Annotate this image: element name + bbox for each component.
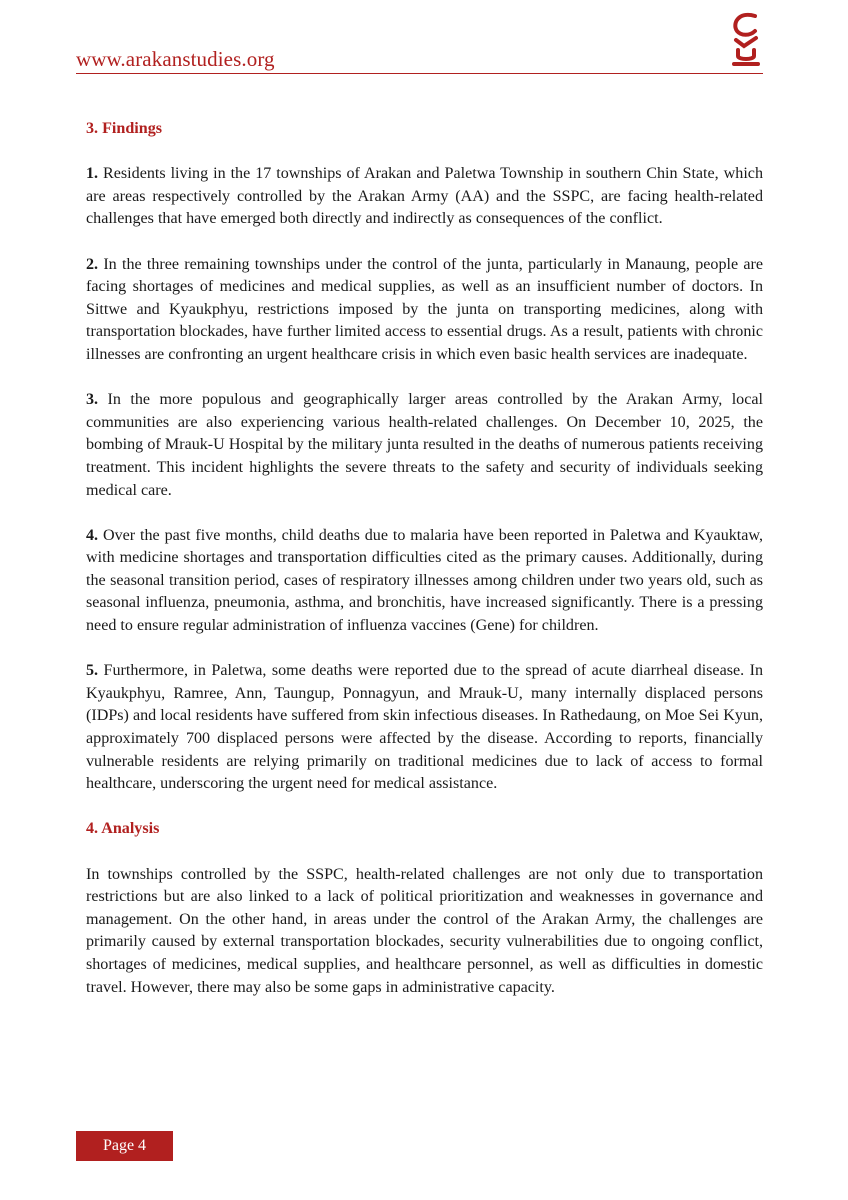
finding-text: Residents living in the 17 townships of Arakan and Paletwa Township in southern Chin State, which are areas respectively controlled by the Arakan Army (AA) and the SSPC, are facing health-related challenges that have emerged both directly and indirectly as consequences of the conflict. [86, 165, 763, 228]
header-divider [76, 73, 763, 74]
finding-number: 5. [86, 662, 99, 680]
page-content [86, 118, 763, 1022]
finding-text: In the more populous and geographically larger areas controlled by the Arakan Army, local communities are also experiencing various health-related challenges. On December 10, 2025, the bombing of Mrauk-U Hospital by the military junta resulted in the deaths of numerous patients receiving treatment. This incident highlights the severe threats to the safety and security of individuals seeking medical care. [86, 391, 763, 499]
finding-number: 1. [86, 165, 99, 183]
header-url[interactable]: www.arakanstudies.org [76, 47, 275, 71]
finding-paragraph-4 [86, 525, 763, 638]
analysis-paragraph: In townships controlled by the SSPC, health-related challenges are not only due to transportation restrictions but are also linked to a lack of political prioritization and weaknesses in governance and management. On the other hand, in areas under the control of the Arakan Army, the challenges are primarily caused by external transportation blockades, security vulnerabilities due to ongoing conflict, shortages of medicines, medical supplies, and healthcare personnel, as well as difficulties in domestic travel. However, there may also be some gaps in administrative capacity. [86, 865, 763, 996]
finding-paragraph-2 [86, 254, 763, 367]
finding-text: In the three remaining townships under the control of the junta, particularly in Manaung, people are facing shortages of medicines and medical supplies, as well as an insufficient number of doctors. In Sittwe and Kyaukphyu, restrictions imposed by the junta on transporting medicines, along with transportation blockades, have further limited access to essential drugs. As a result, patients with chronic illnesses are confronting an urgent healthcare crisis in which even basic health services are inadequate. [86, 255, 763, 363]
arakan-studies-logo-icon [728, 10, 764, 68]
finding-paragraph-3 [86, 389, 763, 502]
page-number-badge: Page 4 [76, 1131, 173, 1161]
analysis-heading: 4. Analysis [86, 820, 160, 838]
finding-text: Over the past five months, child deaths due to malaria have been reported in Paletwa and Kyauktaw, with medicine shortages and transportation difficulties cited as the primary causes. Additionally, during the seasonal transition period, cases of respiratory illnesses among children under two years old, such as seasonal influenza, pneumonia, asthma, and bronchitis, have increased significantly. There is a pressing need to ensure regular administration of influenza vaccines (Gene) for children. [86, 526, 763, 635]
finding-paragraph-1 [86, 163, 763, 231]
findings-heading: 3. Findings [86, 120, 163, 137]
finding-number: 2. [86, 255, 99, 273]
finding-paragraph-5 [86, 660, 763, 796]
finding-number: 4. [86, 526, 99, 544]
finding-text: Furthermore, in Paletwa, some deaths were reported due to the spread of acute diarrheal disease. In Kyaukphyu, Ramree, Ann, Taungup, Ponnagyun, and Mrauk-U, many internally displaced persons (IDPs) and local residents have suffered from skin infectious diseases. In Rathedaung, on Moe Sei Kyun, approximately 700 displaced persons were affected by the disease. According to reports, financially vulnerable residents are relying primarily on traditional medicines due to lack of access to formal healthcare, underscoring the urgent need for medical assistance. [86, 662, 763, 793]
finding-number: 3. [86, 391, 99, 409]
